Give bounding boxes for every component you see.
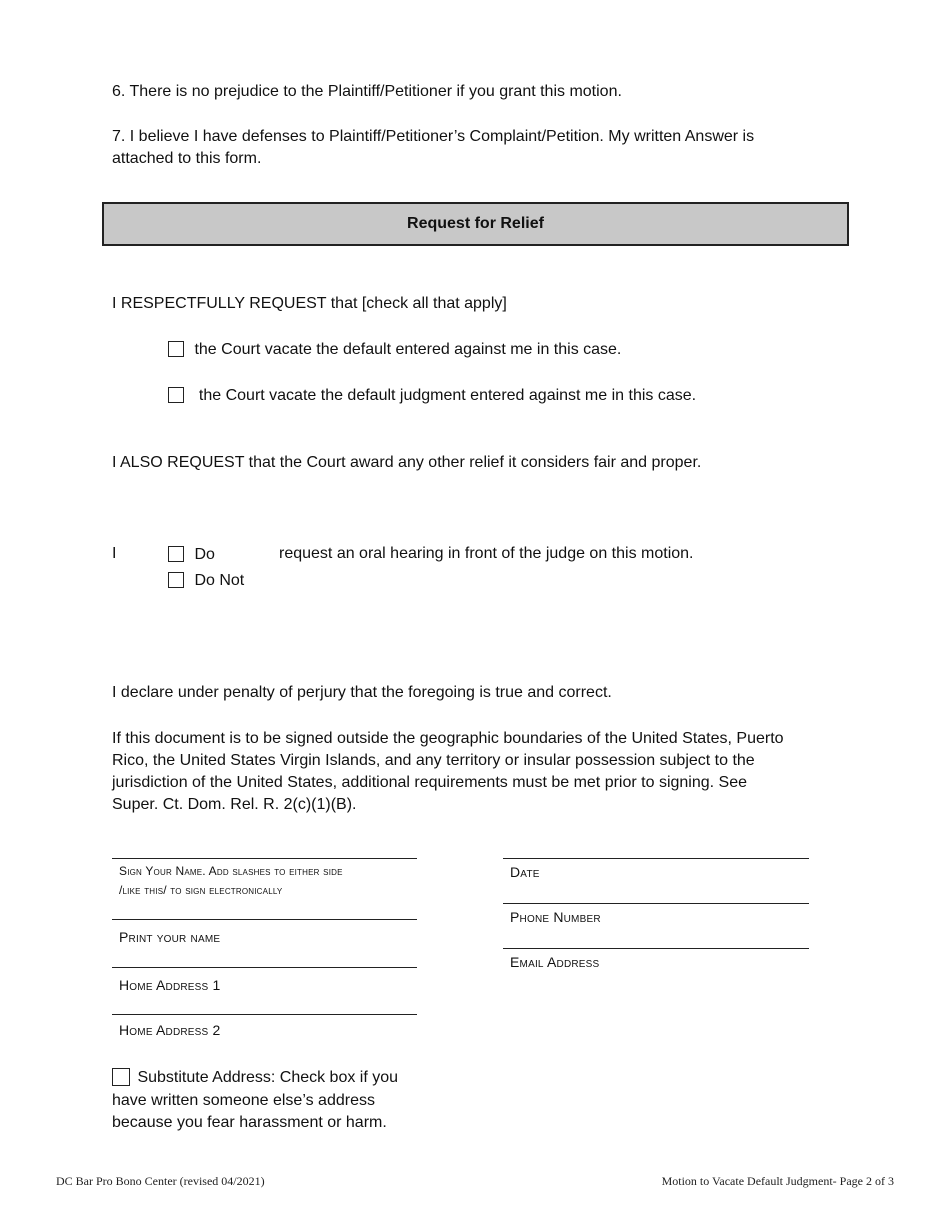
- relief-option-vacate-default: [168, 340, 621, 360]
- print-name-label: Print your name: [119, 929, 221, 945]
- hearing-do-option: [168, 545, 215, 565]
- hearing-do-checkbox[interactable]: [168, 546, 184, 562]
- outside-us-line-1: If this document is to be signed outside the geographic boundaries of the United States, Puerto: [112, 730, 784, 747]
- phone-label: Phone Number: [510, 909, 601, 925]
- hearing-do-not-label: Do Not: [194, 572, 245, 589]
- footer-left: DC Bar Pro Bono Center (revised 04/2021): [56, 1174, 265, 1188]
- outside-us-line-4: Super. Ct. Dom. Rel. R. 2(c)(1)(B).: [112, 796, 357, 813]
- item-6-text: 6. There is no prejudice to the Plaintiff/Petitioner if you grant this motion.: [112, 83, 622, 100]
- email-line[interactable]: [503, 948, 809, 949]
- signature-line[interactable]: [112, 858, 417, 859]
- request-for-relief-label: Request for Relief: [407, 215, 544, 232]
- request-for-relief-heading: [102, 202, 849, 246]
- vacate-judgment-label: the Court vacate the default judgment entered against me in this case.: [194, 387, 697, 404]
- print-name-line[interactable]: [112, 919, 417, 920]
- email-label: Email Address: [510, 954, 600, 970]
- hearing-request-text: request an oral hearing in front of the judge on this motion.: [279, 545, 694, 562]
- footer-right: Motion to Vacate Default Judgment- Page 2 of 3: [661, 1174, 894, 1188]
- date-line[interactable]: [503, 858, 809, 859]
- signature-label: [119, 862, 343, 900]
- item-7-line-1: 7. I believe I have defenses to Plaintiff/Petitioner’s Complaint/Petition. My written Answer is: [112, 128, 755, 145]
- hearing-do-label: Do: [194, 546, 215, 563]
- home-address-2-line[interactable]: [112, 1014, 417, 1015]
- substitute-address-option: [112, 1067, 432, 1135]
- signature-label-line-2: /like this/ to sign electronically: [119, 883, 283, 897]
- phone-line[interactable]: [503, 903, 809, 904]
- outside-us-line-2: Rico, the United States Virgin Islands, and any territory or insular possession subject to the: [112, 752, 755, 769]
- signature-label-line-1: Sign Your Name. Add slashes to either side: [119, 864, 343, 878]
- vacate-default-label: the Court vacate the default entered against me in this case.: [194, 341, 622, 358]
- vacate-judgment-checkbox[interactable]: [168, 387, 184, 403]
- item-7-line-2: attached to this form.: [112, 150, 262, 167]
- date-label: Date: [510, 864, 540, 880]
- item-7-text: [112, 126, 754, 170]
- relief-option-vacate-judgment: [168, 386, 696, 406]
- home-address-1-line[interactable]: [112, 967, 417, 968]
- home-address-2-label: Home Address 2: [119, 1022, 221, 1038]
- outside-us-notice: [112, 728, 784, 816]
- substitute-address-line-1: Substitute Address: Check box if you: [137, 1069, 399, 1086]
- outside-us-line-3: jurisdiction of the United States, additional requirements must be met prior to signing. See: [112, 774, 747, 791]
- hearing-do-not-option: [168, 571, 244, 591]
- substitute-address-line-2: have written someone else’s address: [112, 1091, 375, 1109]
- also-request-text: I ALSO REQUEST that the Court award any other relief it considers fair and proper.: [112, 454, 702, 471]
- home-address-1-label: Home Address 1: [119, 977, 221, 993]
- hearing-subject: I: [112, 545, 117, 562]
- hearing-do-not-checkbox[interactable]: [168, 572, 184, 588]
- perjury-declaration: I declare under penalty of perjury that the foregoing is true and correct.: [112, 684, 612, 701]
- substitute-address-line-3: because you fear harassment or harm.: [112, 1114, 387, 1131]
- vacate-default-checkbox[interactable]: [168, 341, 184, 357]
- respectfully-request-text: I RESPECTFULLY REQUEST that [check all that apply]: [112, 295, 507, 312]
- substitute-address-checkbox[interactable]: [112, 1068, 130, 1086]
